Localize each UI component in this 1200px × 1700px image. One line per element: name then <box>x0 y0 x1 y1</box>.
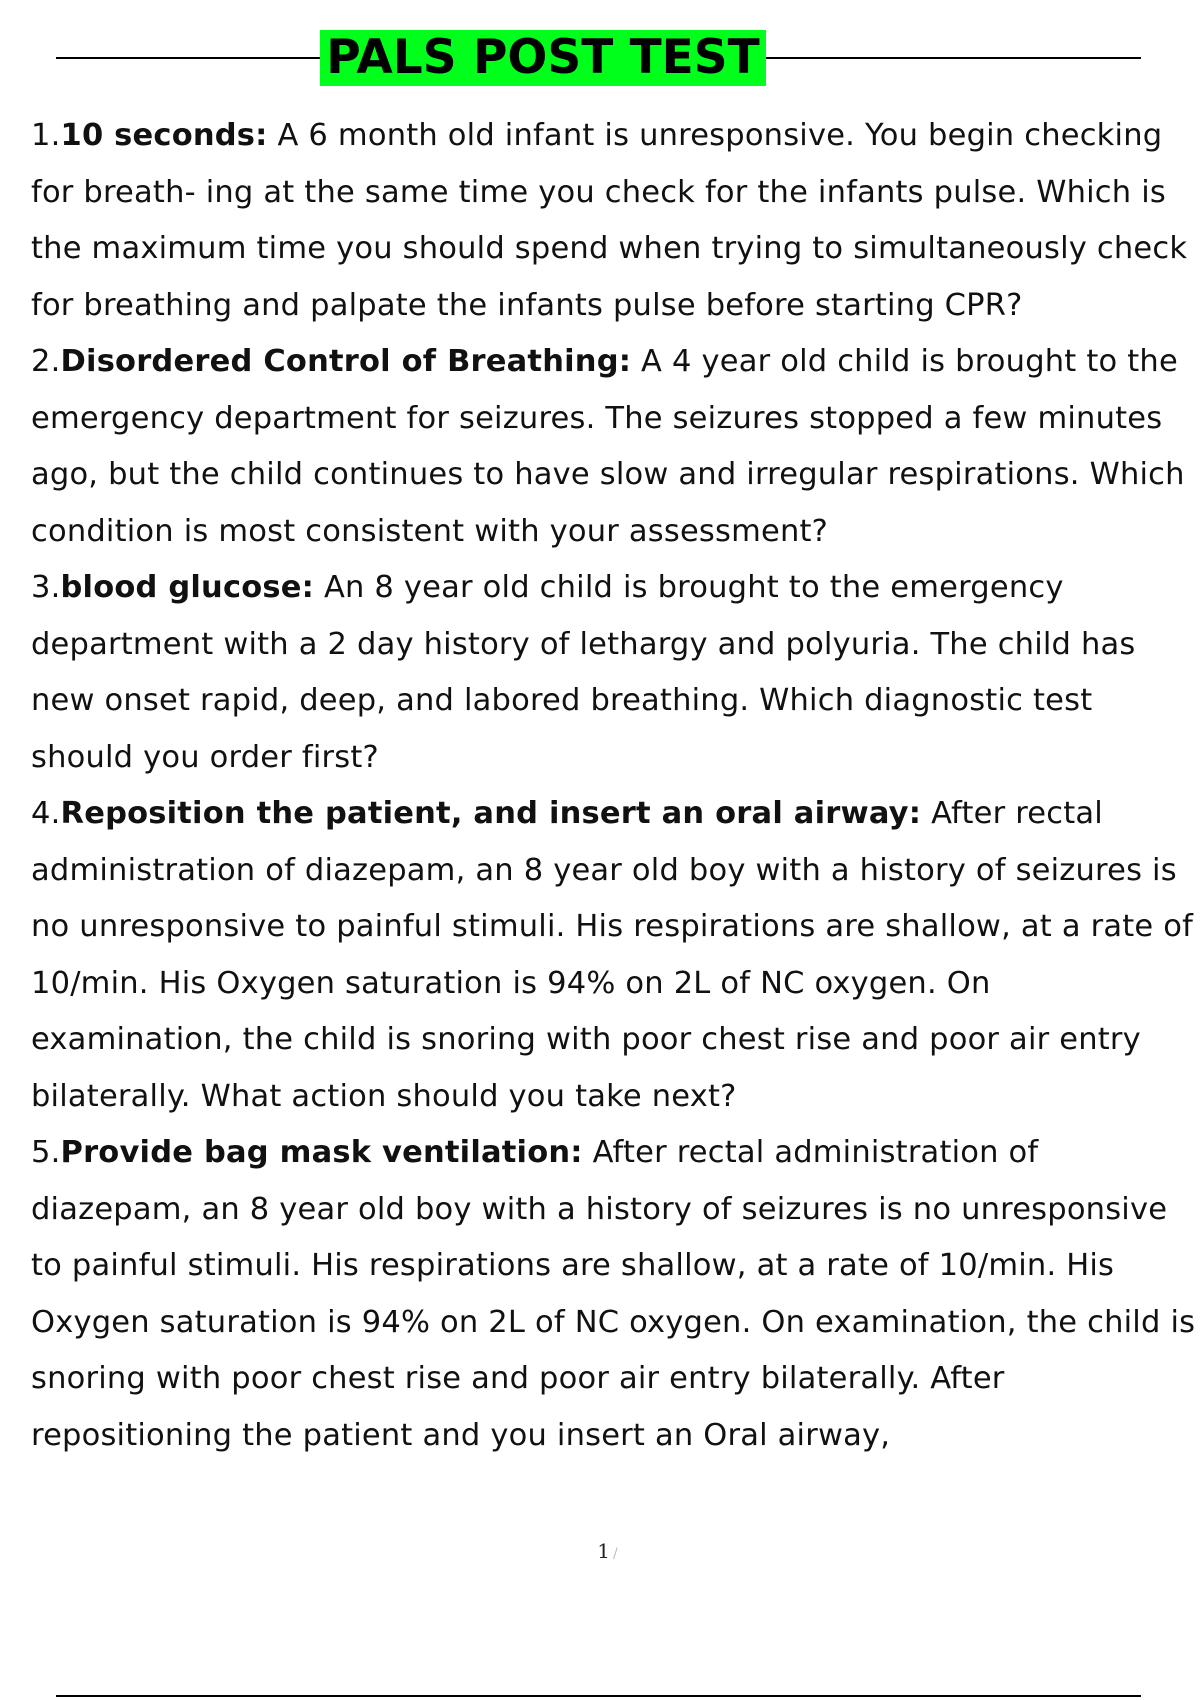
question-number: 4. <box>31 796 61 831</box>
question-text: A 4 year old child is brought to the emergency department for seizures. The seizures stopped a few minutes ago, but the child continues to have slow and irregular respirations. Which condition is most consistent with your assessment? <box>31 344 1185 549</box>
question-1 <box>31 108 1200 334</box>
page-number-value: 1 <box>597 1539 610 1563</box>
question-number: 2. <box>31 344 61 379</box>
question-answer: Reposition the patient, and insert an oral airway: <box>60 796 922 831</box>
question-number: 5. <box>31 1135 61 1170</box>
question-number: 1. <box>31 118 61 153</box>
question-answer: 10 seconds: <box>60 118 268 153</box>
question-2 <box>31 334 1200 560</box>
question-text: After rectal administration of diazepam, an 8 year old boy with a history of seizures is no unresponsive to painful stimuli. His respirations are shallow, at a rate of 10/min. His Oxygen saturation is 94% on 2L of NC oxygen. On examination, the child is snoring with poor chest rise and poor air entry bilaterally. What action should you take next? <box>31 796 1194 1114</box>
question-5 <box>31 1125 1200 1464</box>
title-row <box>56 30 1141 86</box>
title-rule-left <box>56 57 320 59</box>
question-text: A 6 month old infant is unresponsive. You begin checking for breath- ing at the same time you check for the infants pulse. Which is the maximum time you should spend when trying to simultaneously check for breathing and palpate the infants pulse before starting CPR? <box>31 118 1188 323</box>
question-text: An 8 year old child is brought to the emergency department with a 2 day history of lethargy and polyuria. The child has new onset rapid, deep, and labored breathing. Which diagnostic test should you order first? <box>31 570 1136 775</box>
title-rule-right <box>766 57 1141 59</box>
question-3 <box>31 560 1200 786</box>
page-title: PALS POST TEST <box>320 30 766 86</box>
question-answer: Disordered Control of Breathing: <box>60 344 632 379</box>
page-number-suffix: / <box>613 1546 618 1562</box>
question-text: After rectal administration of diazepam, an 8 year old boy with a history of seizures is no unresponsive to painful stimuli. His respirations are shallow, at a rate of 10/min. His Oxygen saturation is 94% on 2L of NC oxygen. On examination, the child is snoring with poor chest rise and poor air entry bilaterally. After repositioning the patient and you insert an Oral airway, <box>31 1135 1196 1453</box>
bottom-rule <box>56 1695 1141 1697</box>
question-list <box>31 108 1200 1464</box>
question-4 <box>31 786 1200 1125</box>
question-number: 3. <box>31 570 61 605</box>
question-answer: blood glucose: <box>60 570 315 605</box>
question-answer: Provide bag mask ventilation: <box>60 1135 583 1170</box>
page-number <box>0 1539 1200 1563</box>
